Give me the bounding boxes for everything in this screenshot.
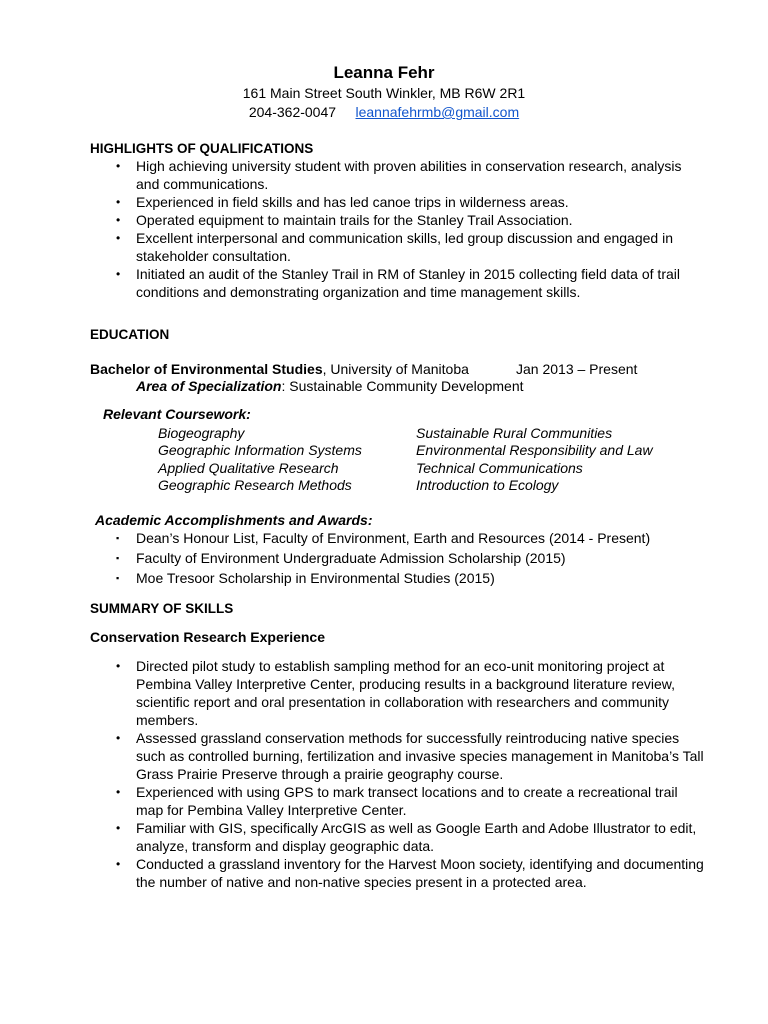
degree-name: Bachelor of Environmental Studies	[90, 361, 323, 377]
skills-heading: SUMMARY OF SKILLS	[90, 601, 234, 616]
specialization-line	[136, 377, 524, 395]
course-item: Biogeography	[158, 425, 245, 441]
education-heading: EDUCATION	[90, 327, 170, 342]
course-item: Applied Qualitative Research	[158, 460, 339, 476]
bullet-icon: •	[116, 857, 121, 871]
applicant-name: Leanna Fehr	[333, 63, 435, 82]
bullet-icon: •	[116, 231, 121, 245]
course-item: Geographic Research Methods	[158, 477, 352, 493]
bullet-icon: •	[116, 195, 121, 209]
course-item: Environmental Responsibility and Law	[416, 442, 653, 458]
contact-line	[0, 103, 768, 121]
bullet-icon: •	[116, 821, 121, 835]
awards-list	[0, 529, 768, 587]
list-item: • Initiated an audit of the Stanley Trail in RM of Stanley in 2015 collecting field data of trail conditions and demonstrating organization and time management skills.	[116, 266, 680, 300]
bullet-icon: •	[116, 785, 121, 799]
course-item: Technical Communications	[416, 460, 583, 476]
bullet-icon: •	[116, 731, 121, 745]
list-item: ▪ Dean’s Honour List, Faculty of Environment, Earth and Resources (2014 - Present)	[116, 530, 651, 546]
coursework-heading: Relevant Coursework:	[103, 406, 251, 422]
awards-heading: Academic Accomplishments and Awards:	[95, 512, 373, 528]
bullet-icon: •	[116, 267, 121, 281]
list-item: • Familiar with GIS, specifically ArcGIS as well as Google Earth and Adobe Illustrator to edit, analyze, transform and display geographic data.	[116, 820, 697, 854]
specialization-value: : Sustainable Community Development	[281, 378, 524, 394]
list-item: • Operated equipment to maintain trails for the Stanley Trail Association.	[116, 212, 573, 228]
list-item: • Excellent interpersonal and communication skills, led group discussion and engaged in stakeholder consultation.	[116, 230, 673, 264]
school-name: , University of Manitoba	[322, 361, 469, 377]
skills-list	[0, 657, 768, 891]
list-item: • Experienced in field skills and has led canoe trips in wilderness areas.	[116, 194, 569, 210]
degree-dates: Jan 2013 – Present	[516, 361, 638, 377]
bullet-icon: •	[116, 659, 121, 673]
course-item: Sustainable Rural Communities	[416, 425, 613, 441]
list-item: • Directed pilot study to establish sampling method for an eco-unit monitoring project at Pembina Valley Interpretive Center, producing results in a background literature review, scientific report and oral presentation in collaboration with researchers and community members.	[116, 658, 676, 728]
email-link[interactable]: leannafehrmb@gmail.com	[355, 104, 520, 120]
bullet-icon: •	[116, 213, 121, 227]
course-item: Introduction to Ecology	[416, 477, 559, 493]
list-item: • Experienced with using GPS to mark transect locations and to create a recreational trail map for Pembina Valley Interpretive Center.	[116, 784, 678, 818]
list-item: • Conducted a grassland inventory for the Harvest Moon society, identifying and documenting the number of native and non-native species present in a protected area.	[116, 856, 704, 890]
square-bullet-icon: ▪	[116, 533, 120, 543]
highlights-list	[0, 157, 768, 301]
skills-subheading: Conservation Research Experience	[90, 629, 325, 645]
phone-number: 204-362-0047	[248, 104, 337, 120]
course-item: Geographic Information Systems	[158, 442, 362, 458]
list-item: ▪ Faculty of Environment Undergraduate Admission Scholarship (2015)	[116, 550, 566, 566]
list-item: • Assessed grassland conservation methods for successfully reintroducing native species such as controlled burning, fertilization and invasive species management in Manitoba’s Tall Grass Prairie Preserve through a prairie geography course.	[116, 730, 704, 782]
list-item: • High achieving university student with proven abilities in conservation research, analysis and communications.	[116, 158, 682, 192]
square-bullet-icon: ▪	[116, 553, 120, 563]
list-item: ▪ Moe Tresoor Scholarship in Environmental Studies (2015)	[116, 570, 495, 586]
square-bullet-icon: ▪	[116, 573, 120, 583]
specialization-label: Area of Specialization	[136, 378, 282, 394]
bullet-icon: •	[116, 159, 121, 173]
highlights-heading: HIGHLIGHTS OF QUALIFICATIONS	[90, 141, 314, 156]
address-line: 161 Main Street South Winkler, MB R6W 2R1	[242, 85, 526, 101]
degree-line	[90, 360, 469, 378]
